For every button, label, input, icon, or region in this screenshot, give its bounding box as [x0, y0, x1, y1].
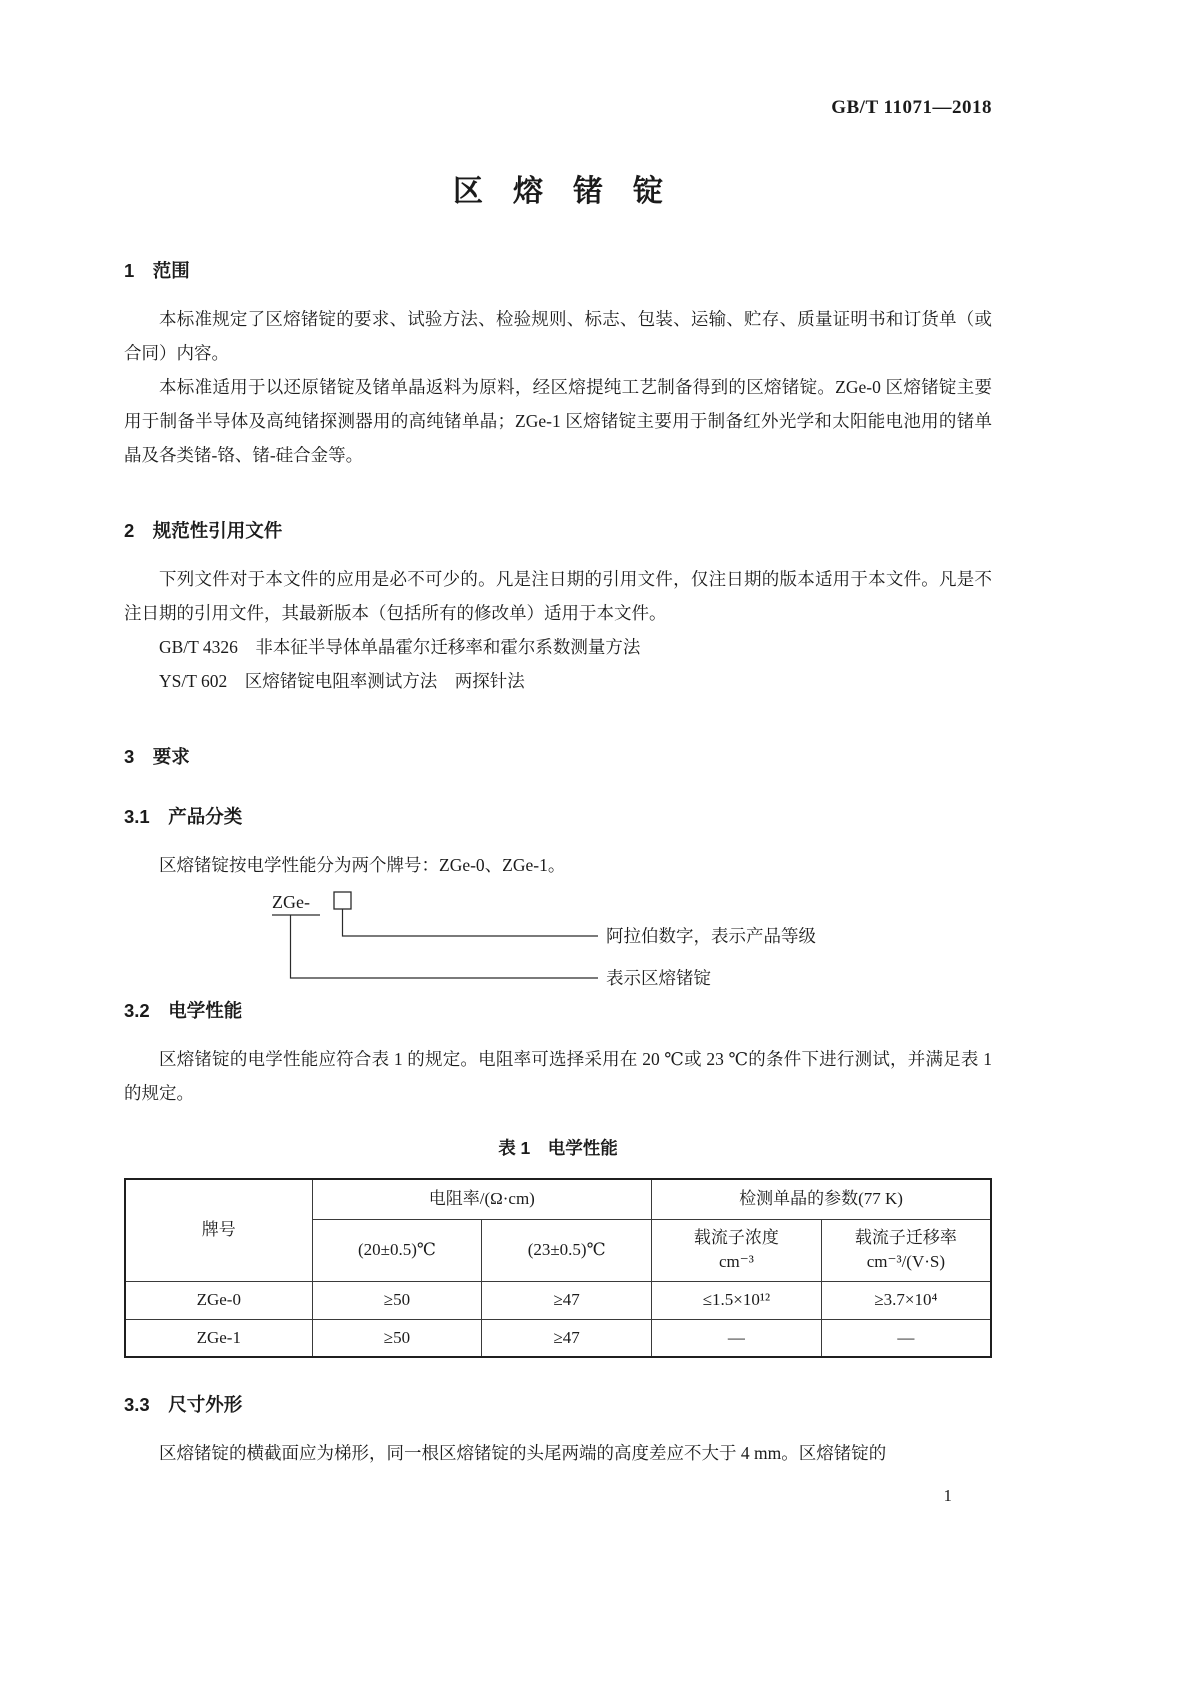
table-1-caption: 表 1 电学性能 — [498, 1138, 618, 1158]
carrier-mobility-label: 载流子迁移率 — [854, 1228, 957, 1247]
section-3-1-paragraph: 区熔锗锭按电学性能分为两个牌号：ZGe-0、ZGe-1。 — [159, 855, 566, 875]
grade-callout-line — [343, 909, 599, 936]
cell-carrier-concentration: ≤1.5×10¹² — [652, 1281, 822, 1319]
column-header-23c: (23±0.5)℃ — [482, 1219, 652, 1281]
carrier-concentration-unit: cm⁻³ — [718, 1252, 754, 1271]
column-group-single-crystal-params: 检测单晶的参数(77 K) — [652, 1179, 991, 1219]
table-row-zge1 — [125, 1319, 991, 1357]
cell-brand: ZGe-0 — [125, 1281, 312, 1319]
section-1-heading: 1 范围 — [124, 260, 190, 281]
section-3-3-heading: 3.3 尺寸外形 — [124, 1394, 243, 1415]
column-header-carrier-concentration — [652, 1219, 822, 1281]
section-2-heading: 2 规范性引用文件 — [124, 520, 283, 541]
grade-callout-label: 阿拉伯数字，表示产品等级 — [606, 926, 816, 946]
standard-number: GB/T 11071—2018 — [831, 97, 992, 118]
grade-placeholder-box-icon — [334, 892, 351, 909]
grade-designation-diagram — [124, 888, 992, 988]
section-3-1-heading: 3.1 产品分类 — [124, 806, 243, 827]
table-row-zge0 — [125, 1281, 991, 1319]
prefix-callout-label: 表示区熔锗锭 — [606, 968, 711, 988]
page-content — [124, 0, 992, 1508]
cell-resistivity-20c: ≥50 — [312, 1319, 482, 1357]
cell-carrier-mobility: ≥3.7×10⁴ — [821, 1281, 991, 1319]
prefix-callout-line — [291, 915, 599, 978]
carrier-concentration-label: 载流子浓度 — [693, 1228, 779, 1247]
column-header-carrier-mobility — [821, 1219, 991, 1281]
cell-brand: ZGe-1 — [125, 1319, 312, 1357]
section-1-paragraph-2: 本标准适用于以还原锗锭及锗单晶返料为原料，经区熔提纯工艺制备得到的区熔锗锭。ZGe-0 区熔锗锭主要用于制备半导体及高纯锗探测器用的高纯锗单晶；ZGe-1 区熔锗锭主要用于制备红外光学和太阳能电池用的锗单晶及各类锗-铬、锗-硅合金等。 — [124, 377, 992, 465]
section-3-3-paragraph: 区熔锗锭的横截面应为梯形，同一根区熔锗锭的头尾两端的高度差应不大于 4 mm。区熔锗锭的 — [159, 1443, 887, 1463]
document-title: 区 熔 锗 锭 — [453, 175, 663, 208]
section-3-heading: 3 要求 — [124, 746, 190, 767]
column-header-20c: (20±0.5)℃ — [312, 1219, 482, 1281]
column-group-resistivity: 电阻率/(Ω·cm) — [312, 1179, 651, 1219]
section-1-paragraph-1: 本标准规定了区熔锗锭的要求、试验方法、检验规则、标志、包装、运输、贮存、质量证明书和订货单（或合同）内容。 — [124, 309, 992, 363]
carrier-mobility-unit: cm⁻³/(V·S) — [866, 1252, 946, 1271]
page-number: 1 — [943, 1486, 952, 1505]
cell-carrier-concentration: — — [652, 1319, 822, 1357]
designation-prefix-text: ZGe- — [272, 892, 310, 912]
cell-resistivity-23c: ≥47 — [482, 1319, 652, 1357]
cell-carrier-mobility: — — [821, 1319, 991, 1357]
section-3-2-heading: 3.2 电学性能 — [124, 1000, 243, 1021]
normative-reference-1: GB/T 4326 非本征半导体单晶霍尔迁移率和霍尔系数测量方法 — [159, 637, 641, 657]
normative-reference-2: YS/T 602 区熔锗锭电阻率测试方法 两探针法 — [159, 671, 525, 691]
cell-resistivity-20c: ≥50 — [312, 1281, 482, 1319]
electrical-properties-table — [124, 1178, 992, 1358]
section-3-2-paragraph: 区熔锗锭的电学性能应符合表 1 的规定。电阻率可选择采用在 20 ℃或 23 ℃的条件下进行测试，并满足表 1 的规定。 — [124, 1049, 992, 1103]
cell-resistivity-23c: ≥47 — [482, 1281, 652, 1319]
table-header-group-row — [125, 1179, 991, 1219]
column-header-brand: 牌号 — [125, 1179, 312, 1281]
section-2-paragraph: 下列文件对于本文件的应用是必不可少的。凡是注日期的引用文件，仅注日期的版本适用于本文件。凡是不注日期的引用文件，其最新版本（包括所有的修改单）适用于本文件。 — [124, 569, 992, 623]
